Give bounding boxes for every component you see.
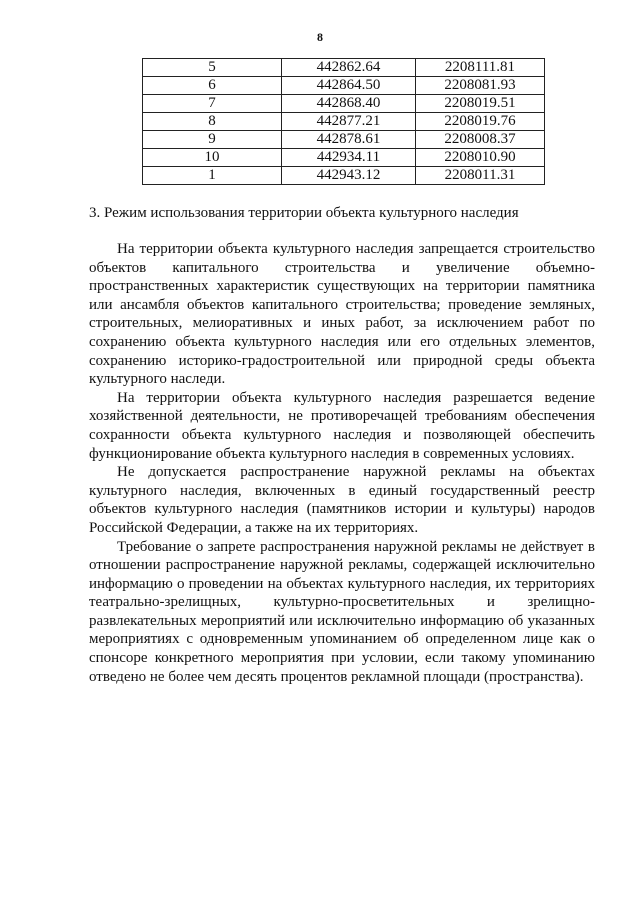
y-coordinate-cell: 2208010.90 [416,149,545,167]
x-coordinate-cell: 442943.12 [282,167,416,185]
point-number-cell: 9 [143,131,282,149]
point-number-cell: 10 [143,149,282,167]
x-coordinate-cell: 442878.61 [282,131,416,149]
y-coordinate-cell: 2208019.51 [416,95,545,113]
y-coordinate-cell: 2208081.93 [416,77,545,95]
x-coordinate-cell: 442862.64 [282,59,416,77]
paragraph: Требование о запрете распространения наружной рекламы не действует в отношении распространение наружной рекламы, содержащей исключительно информацию о проведении на объектах культурного наследия, их территориях театрально-зрелищных, культурно-просветительных и зрелищно-развлекательных мероприятий или исключительно информацию об указанных мероприятиях с одновременным упоминанием об определенном лице как о спонсоре конкретного мероприятия при условии, если такому упоминанию отведено не более чем десять процентов рекламной площади (пространства). [89,538,595,685]
coordinates-table-body [143,59,545,185]
paragraph: На территории объекта культурного наследия разрешается ведение хозяйственной деятельности, не противоречащей требованиям обеспечения сохранности объекта культурного наследия и позволяющей обеспечить функционирование объекта культурного наследия в современных условиях. [89,389,595,462]
point-number-cell: 5 [143,59,282,77]
y-coordinate-cell: 2208019.76 [416,113,545,131]
section-body [89,240,595,686]
x-coordinate-cell: 442934.11 [282,149,416,167]
table-row [143,113,545,131]
paragraph: На территории объекта культурного наследия запрещается строительство объектов капитального строительства и увеличение объемно-пространственных характеристик существующих на территории памятника или ансамбля объектов капитального строительства; проведение земляных, строительных, мелиоративных и иных работ, за исключением работ по сохранению объекта культурного наследия или его отдельных элементов, сохранению историко-градостроительной или природной среды объекта культурного наследи. [89,241,595,388]
x-coordinate-cell: 442864.50 [282,77,416,95]
table-row [143,149,545,167]
page-number: 8 [317,30,323,44]
coordinates-table [142,58,545,185]
y-coordinate-cell: 2208011.31 [416,167,545,185]
point-number-cell: 8 [143,113,282,131]
point-number-cell: 7 [143,95,282,113]
table-row [143,131,545,149]
x-coordinate-cell: 442868.40 [282,95,416,113]
x-coordinate-cell: 442877.21 [282,113,416,131]
point-number-cell: 6 [143,77,282,95]
table-row [143,77,545,95]
y-coordinate-cell: 2208008.37 [416,131,545,149]
table-row [143,167,545,185]
point-number-cell: 1 [143,167,282,185]
y-coordinate-cell: 2208111.81 [416,59,545,77]
section-heading: 3. Режим использования территории объекта культурного наследия [89,205,519,221]
table-row [143,95,545,113]
table-row [143,59,545,77]
paragraph: Не допускается распространение наружной рекламы на объектах культурного наследия, включенных в единый государственный реестр объектов культурного наследия (памятников истории и культуры) народов Российской Федерации, а также на их территориях. [89,464,595,536]
